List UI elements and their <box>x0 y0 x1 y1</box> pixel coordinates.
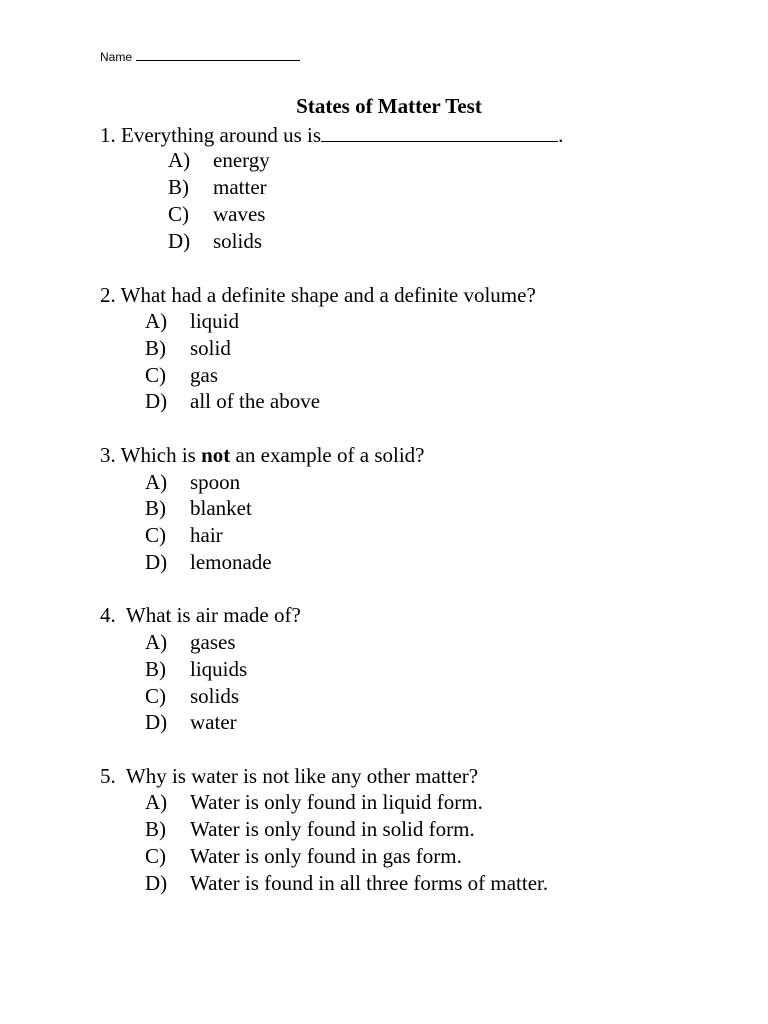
option-letter: C) <box>168 202 189 226</box>
question-1 <box>100 121 563 149</box>
question-number: 5. <box>100 764 116 788</box>
option-text: solid <box>190 336 231 360</box>
option-text: waves <box>213 202 266 226</box>
name-field[interactable] <box>100 48 300 64</box>
option-text: liquids <box>190 657 248 681</box>
option-text: gases <box>190 630 236 654</box>
option-letter: D) <box>145 871 168 895</box>
option-letter: B) <box>145 336 166 360</box>
option-text: Water is found in all three forms of matter. <box>190 871 549 895</box>
option-text: blanket <box>190 496 252 520</box>
question-trailing: . <box>558 123 564 147</box>
name-blank-line[interactable] <box>136 48 300 61</box>
option-text: water <box>190 710 237 734</box>
question-number: 4. <box>100 603 116 627</box>
option-text: Water is only found in liquid form. <box>190 790 483 814</box>
option-text: Water is only found in gas form. <box>190 844 462 868</box>
option-text: lemonade <box>190 550 272 574</box>
name-label: Name <box>100 50 133 64</box>
option-text: all of the above <box>190 389 321 413</box>
option-letter: B) <box>168 175 189 199</box>
option-letter: C) <box>145 684 166 708</box>
question-text: What is air made of? <box>125 603 301 627</box>
option-letter: A) <box>145 790 168 814</box>
option-letter: A) <box>145 470 168 494</box>
option-text: solids <box>190 684 240 708</box>
question-4 <box>100 602 301 629</box>
option-letter: D) <box>168 229 191 253</box>
option-text: Water is only found in solid form. <box>190 817 475 841</box>
question-number: 3. <box>100 443 116 467</box>
question-5 <box>100 763 478 790</box>
question-text: Why is water is not like any other matter? <box>125 764 479 788</box>
option-letter: D) <box>145 710 168 734</box>
option-text: solids <box>213 229 263 253</box>
option-letter: B) <box>145 817 166 841</box>
option-text: liquid <box>190 309 240 333</box>
option-letter: A) <box>145 630 168 654</box>
option-letter: B) <box>145 657 166 681</box>
option-letter: A) <box>168 148 191 172</box>
page-title: States of Matter Test <box>296 94 482 118</box>
option-letter: C) <box>145 844 166 868</box>
option-text: matter <box>213 175 267 199</box>
option-text: energy <box>213 148 270 172</box>
question-text: What had a definite shape and a definite volume? <box>120 283 536 307</box>
option-letter: D) <box>145 389 168 413</box>
option-letter: A) <box>145 309 168 333</box>
question-2 <box>100 282 536 309</box>
option-text: gas <box>190 363 218 387</box>
option-letter: D) <box>145 550 168 574</box>
option-letter: C) <box>145 523 166 547</box>
question-number: 1. <box>100 123 116 147</box>
question-emphasis: not <box>201 443 231 467</box>
option-letter: C) <box>145 363 166 387</box>
question-3 <box>100 442 424 469</box>
question-text: Everything around us is <box>121 123 322 147</box>
question-text: Which is <box>120 443 202 467</box>
option-text: hair <box>190 523 223 547</box>
option-letter: B) <box>145 496 166 520</box>
question-text-rest: an example of a solid? <box>230 443 425 467</box>
question-number: 2. <box>100 283 116 307</box>
answer-blank-line[interactable] <box>321 121 558 142</box>
option-text: spoon <box>190 470 241 494</box>
